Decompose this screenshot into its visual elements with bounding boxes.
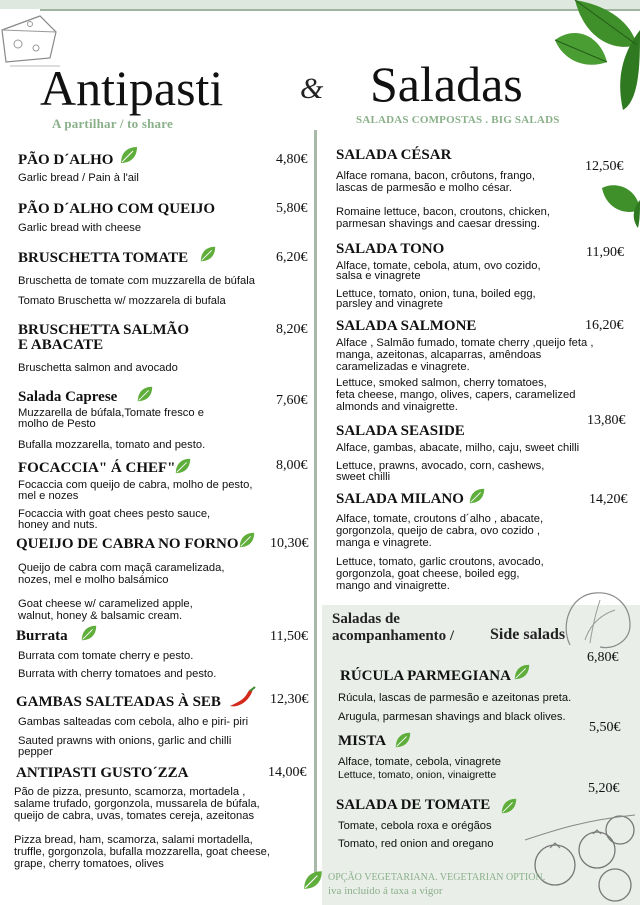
item-desc: lascas de parmesão e molho césar. — [336, 182, 512, 194]
item-price: 14,20€ — [589, 492, 628, 507]
item-name: Burrata — [16, 628, 68, 644]
side-title: acompanhamento / — [332, 628, 455, 644]
item-name: BRUSCHETTA SALMÃO — [18, 322, 190, 338]
item-desc: manga e vinagrete. — [336, 537, 432, 549]
item-desc: Tomate, cebola roxa e orégãos — [338, 820, 492, 832]
item-desc: Arugula, parmesan shavings and black olives. — [338, 711, 566, 723]
leaf-icon — [80, 624, 98, 642]
item-desc: Bufalla mozzarella, tomato and pesto. — [18, 439, 206, 451]
item-name: RÚCULA PARMEGIANA — [340, 668, 511, 684]
leaf-icon — [199, 245, 217, 263]
item-name: Salada Caprese — [18, 389, 118, 405]
item-price: 11,50€ — [270, 629, 308, 644]
leaf-icon — [174, 457, 192, 475]
chili-icon — [228, 686, 258, 710]
item-desc: truffle, gorgonzola, bufalla mozzarella, goat cheese, — [14, 846, 271, 858]
item-desc: nozes, mel e molho balsámico — [18, 574, 169, 586]
top-band — [0, 0, 640, 9]
item-name: SALADA SEASIDE — [336, 423, 465, 439]
lettuce-sketch-icon — [560, 585, 640, 655]
item-name: PÃO D´ALHO — [18, 152, 114, 168]
item-desc: Alface romana, bacon, crôutons, frango, — [336, 170, 536, 182]
item-desc: Tomato Bruschetta w/ mozzarela di bufala — [18, 295, 226, 307]
item-desc: Queijo de cabra com maçã caramelizada, — [18, 562, 225, 574]
item-name: SALADA DE TOMATE — [336, 797, 491, 813]
title-saladas: Saladas — [370, 56, 523, 112]
item-price: 5,80€ — [276, 201, 308, 216]
item-desc: Pizza bread, ham, scamorza, salami mortadella, — [14, 834, 253, 846]
item-desc: Lettuce, tomato, onion, vinaigrette — [338, 769, 497, 781]
item-desc: almonds and vinaigrette. — [336, 401, 458, 413]
item-desc: Bruschetta salmon and avocado — [18, 362, 178, 374]
item-desc: gorgonzola, queijo de cabra, ovo cozido , — [336, 525, 540, 537]
leaf-icon — [500, 797, 518, 815]
item-desc: pepper — [18, 746, 53, 758]
item-desc: Alface, tomate, cebola, vinagrete — [338, 756, 501, 768]
item-price: 8,20€ — [276, 322, 308, 337]
item-desc: Alface, tomate, cebola, atum, ovo cozido, — [336, 260, 541, 272]
item-desc: mango and vinaigrette. — [336, 580, 450, 592]
footer-vegetarian-note: OPÇÃO VEGETARIANA. VEGETARIAN OPTION. — [328, 872, 546, 883]
item-desc: honey and nuts. — [18, 519, 98, 531]
item-desc: walnut, honey & balsamic cream. — [18, 610, 183, 622]
item-desc: Sauted prawns with onions, garlic and chilli — [18, 735, 232, 747]
item-desc: Tomato, red onion and oregano — [338, 838, 494, 850]
subtitle-big-salads: SALADAS COMPOSTAS . BIG SALADS — [356, 114, 560, 126]
item-desc: caramelizadas e vinagrete. — [336, 361, 470, 373]
item-desc: Goat cheese w/ caramelized apple, — [18, 598, 193, 610]
leaf-icon — [513, 663, 531, 681]
item-desc: Alface , Salmão fumado, tomate cherry ,queijo feta , — [336, 337, 594, 349]
item-name-line2: E ABACATE — [18, 337, 104, 353]
title-ampersand: & — [300, 72, 324, 105]
leaf-icon — [302, 869, 324, 891]
item-name: ANTIPASTI GUSTO´ZZA — [16, 765, 189, 781]
item-desc: Lettuce, tomato, garlic croutons, avocado, — [336, 556, 544, 568]
item-desc: Garlic bread with cheese — [18, 222, 142, 234]
item-desc: Lettuce, prawns, avocado, corn, cashews, — [336, 460, 545, 472]
item-desc: salame trufado, gorgonzola, mussarela de búfala, — [14, 798, 260, 810]
item-name: BRUSCHETTA TOMATE — [18, 250, 189, 266]
title-antipasti: Antipasti — [40, 60, 224, 116]
item-desc: Pão de pizza, presunto, scamorza, mortadela , — [14, 786, 246, 798]
item-price: 5,50€ — [589, 720, 621, 735]
leaf-icon — [394, 731, 412, 749]
item-desc: Rúcula, lascas de parmesão e azeitonas preta. — [338, 692, 572, 704]
item-name: SALADA MILANO — [336, 491, 464, 507]
item-desc: Garlic bread / Pain à l'ail — [18, 172, 139, 184]
leaf-icon — [238, 531, 256, 549]
item-desc: parsley and vinagrete — [336, 298, 443, 310]
item-name: FOCACCIA" Á CHEF" — [18, 460, 176, 476]
item-desc: feta cheese, mango, olives, capers, caramelized — [336, 389, 576, 401]
item-desc: Lettuce, tomato, onion, tuna, boiled egg, — [336, 288, 536, 300]
item-desc: Lettuce, smoked salmon, cherry tomatoes, — [336, 377, 547, 389]
leaf-icon — [136, 385, 154, 403]
leaf-icon — [119, 145, 139, 165]
item-desc: salsa e vinagrete — [336, 270, 421, 282]
item-desc: Gambas salteadas com cebola, alho e piri- piri — [18, 716, 249, 728]
item-desc: Alface, tomate, croutons d´alho , abacate, — [336, 513, 544, 525]
item-desc: sweet chilli — [336, 471, 391, 483]
item-desc: Burrata with cherry tomatoes and pesto. — [18, 668, 217, 680]
item-name: SALADA SALMONE — [336, 318, 477, 334]
footer-tax-note: iva incluído á taxa a vigor — [328, 885, 443, 897]
item-desc: grape, cherry tomatoes, olives — [14, 858, 164, 870]
item-desc: Focaccia with goat chees pesto sauce, — [18, 508, 211, 520]
item-price: 14,00€ — [268, 765, 307, 780]
item-price: 5,20€ — [588, 781, 620, 796]
side-title: Saladas de — [332, 611, 400, 627]
item-desc: Muzzarella de búfala,Tomate fresco e — [18, 407, 204, 419]
item-desc: Bruschetta de tomate com muzzarella de búfala — [18, 275, 255, 287]
basil-leaf-icon — [598, 180, 640, 228]
item-name: GAMBAS SALTEADAS À SEB — [16, 694, 221, 710]
item-desc: queijo de cabra, uvas, tomates cereja, azeitonas — [14, 810, 255, 822]
item-price: 11,90€ — [586, 245, 624, 260]
subtitle-to-share: A partilhar / to share — [52, 116, 173, 131]
leaf-icon — [468, 487, 486, 505]
item-name: QUEIJO DE CABRA NO FORNO — [16, 536, 239, 552]
item-desc: Focaccia com queijo de cabra, molho de pesto, — [18, 479, 253, 491]
item-price: 12,30€ — [270, 692, 309, 707]
item-price: 13,80€ — [587, 413, 626, 428]
item-desc: parmesan shavings and caesar dressing. — [336, 218, 540, 230]
item-desc: manga, azeitonas, alcaparras, amêndoas — [336, 349, 542, 361]
item-price: 16,20€ — [585, 318, 624, 333]
side-title-en: Side salads — [490, 626, 566, 643]
column-divider — [314, 130, 317, 882]
item-name: SALADA CÉSAR — [336, 147, 452, 163]
item-desc: mel e nozes — [18, 490, 79, 502]
item-price: 6,80€ — [587, 650, 619, 665]
item-name: SALADA TONO — [336, 241, 445, 257]
item-price: 7,60€ — [276, 393, 308, 408]
item-desc: Romaine lettuce, bacon, croutons, chicken, — [336, 206, 550, 218]
item-price: 10,30€ — [270, 536, 309, 551]
item-price: 12,50€ — [585, 159, 624, 174]
item-desc: gorgonzola, goat cheese, boiled egg, — [336, 568, 520, 580]
item-name: PÃO D´ALHO COM QUEIJO — [18, 201, 216, 217]
item-name: MISTA — [338, 733, 387, 749]
item-desc: Alface, gambas, abacate, milho, caju, sweet chilli — [336, 442, 580, 454]
basil-leaves-icon — [545, 0, 640, 112]
item-desc: Burrata com tomate cherry e pesto. — [18, 650, 194, 662]
item-price: 4,80€ — [276, 152, 308, 167]
tomato-sketch-icon — [515, 810, 640, 905]
item-price: 6,20€ — [276, 250, 308, 265]
item-price: 8,00€ — [276, 458, 308, 473]
item-desc: molho de Pesto — [18, 418, 96, 430]
